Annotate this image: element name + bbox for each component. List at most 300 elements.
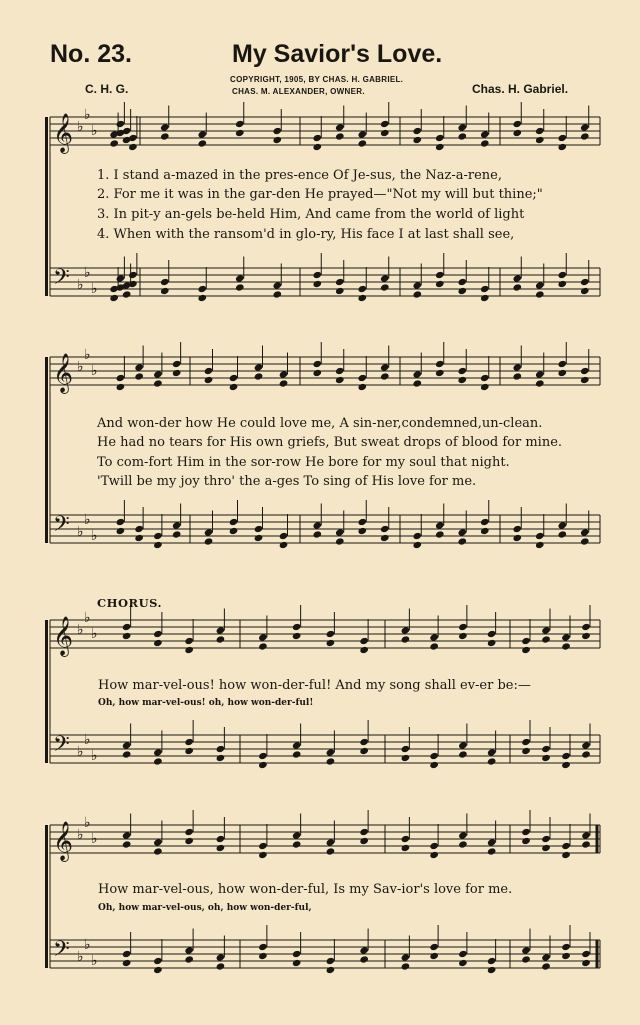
note-head (429, 752, 439, 760)
note-head (581, 623, 591, 631)
note-head (457, 287, 467, 295)
note-head (401, 635, 411, 643)
note-head (457, 132, 467, 140)
verse-3-line-1: 3. In pit-y an-gels be-held Him, And came from the world of light (97, 207, 525, 222)
note-head (512, 283, 522, 291)
note-head (458, 632, 468, 640)
note-head (254, 525, 264, 533)
note-head (380, 283, 390, 291)
note-head (128, 143, 138, 151)
note-head (122, 959, 132, 967)
note-head (335, 287, 345, 295)
note-head (480, 139, 490, 147)
note-head (435, 134, 445, 142)
note-head (412, 541, 422, 549)
note-head (197, 130, 207, 138)
note-head (292, 623, 302, 631)
note-head (457, 278, 467, 286)
note-head (512, 120, 522, 128)
note-head (235, 283, 245, 291)
note-head (335, 278, 345, 286)
bass-clef-icon: 𝄢 (53, 265, 70, 295)
note-head (312, 280, 322, 288)
note-head (184, 955, 194, 963)
note-head (429, 633, 439, 641)
flat-icon: ♭ (77, 827, 84, 843)
chorus-line-1: How mar-vel-ous! how won-der-ful! And my song shall ev-er be:— (98, 678, 531, 693)
note-head (458, 831, 468, 839)
note-head (541, 962, 551, 970)
note-head (401, 626, 411, 634)
note-head (109, 139, 119, 147)
note-head (184, 646, 194, 654)
note-head (122, 840, 132, 848)
note-head (312, 271, 322, 279)
note-head (128, 271, 138, 279)
note-head (412, 281, 422, 289)
note-head (279, 541, 289, 549)
flat-icon: ♭ (77, 524, 84, 540)
note-head (153, 370, 163, 378)
verse-4-line-1: 4. When with the ransom'd in glo-ry, His face I at last shall see, (97, 227, 515, 242)
flat-icon: ♭ (91, 123, 98, 139)
note-head (429, 943, 439, 951)
note-head (357, 294, 367, 302)
note-head (359, 837, 369, 845)
flat-icon: ♭ (84, 347, 91, 363)
note-head (134, 525, 144, 533)
flat-icon: ♭ (91, 528, 98, 544)
note-head (561, 851, 571, 859)
note-head (557, 134, 567, 142)
note-head (292, 959, 302, 967)
note-head (380, 129, 390, 137)
copyright-line-2: CHAS. M. ALEXANDER, OWNER. (232, 87, 365, 96)
note-head (457, 528, 467, 536)
note-head (580, 528, 590, 536)
bass-clef-icon: 𝄢 (53, 937, 70, 967)
note-head (235, 129, 245, 137)
note-head (561, 842, 571, 850)
note-head (153, 757, 163, 765)
note-head (541, 754, 551, 762)
chorus-line-2: How mar-vel-ous, how won-der-ful, Is my Sav-ior's love for me. (98, 882, 513, 897)
note-head (581, 831, 591, 839)
note-head (435, 521, 445, 529)
note-head (272, 281, 282, 289)
note-head (172, 369, 182, 377)
note-head (122, 741, 132, 749)
flat-icon: ♭ (77, 119, 84, 135)
note-head (480, 374, 490, 382)
note-head (153, 630, 163, 638)
note-head (326, 757, 336, 765)
note-head (541, 844, 551, 852)
note-head (357, 527, 367, 535)
note-head (359, 828, 369, 836)
note-head (272, 136, 282, 144)
note-head (357, 374, 367, 382)
note-head (122, 632, 132, 640)
note-head (535, 370, 545, 378)
note-head (512, 525, 522, 533)
note-head (412, 532, 422, 540)
note-head (521, 747, 531, 755)
note-head (279, 532, 289, 540)
note-head (435, 271, 445, 279)
note-head (335, 537, 345, 545)
note-head (153, 957, 163, 965)
flat-icon: ♭ (77, 622, 84, 638)
note-head (357, 130, 367, 138)
note-head (292, 950, 302, 958)
note-head (480, 130, 490, 138)
note-head (116, 383, 126, 391)
note-head (561, 633, 571, 641)
verse-1-line-1: 1. I stand a-mazed in the pres-ence Of Je-sus, the Naz-a-rene, (97, 168, 502, 183)
note-head (380, 534, 390, 542)
chorus-echo-line-2: Oh, how mar-vel-ous, oh, how won-der-ful, (98, 903, 312, 913)
note-head (557, 369, 567, 377)
note-head (359, 955, 369, 963)
note-head (380, 525, 390, 533)
verse-1-line-2: And won-der how He could love me, A sin-ner,condemned,un-clean. (97, 416, 543, 431)
note-head (116, 518, 126, 526)
note-head (480, 527, 490, 535)
flat-icon: ♭ (77, 277, 84, 293)
note-head (521, 837, 531, 845)
note-head (134, 363, 144, 371)
note-head (216, 953, 226, 961)
note-head (216, 962, 226, 970)
note-head (216, 635, 226, 643)
note-head (561, 952, 571, 960)
verse-4-line-2: 'Twill be my joy thro' the a-ges To sing of His love for me. (97, 474, 477, 489)
note-head (487, 757, 497, 765)
note-head (204, 367, 214, 375)
note-head (541, 835, 551, 843)
note-head (153, 838, 163, 846)
system-brace (45, 825, 48, 968)
note-head (258, 761, 268, 769)
note-head (487, 748, 497, 756)
note-head (292, 840, 302, 848)
note-head (580, 376, 590, 384)
note-head (580, 123, 590, 131)
note-head (561, 642, 571, 650)
flat-icon: ♭ (84, 732, 91, 748)
note-head (197, 139, 207, 147)
treble-clef-icon: 𝄞 (53, 113, 74, 153)
note-head (435, 143, 445, 151)
note-head (312, 134, 322, 142)
note-head (357, 518, 367, 526)
note-head (561, 752, 571, 760)
note-head (380, 372, 390, 380)
note-head (581, 840, 591, 848)
hymn-title: My Savior's Love. (232, 40, 443, 68)
note-head (521, 946, 531, 954)
note-head (487, 966, 497, 974)
note-head (401, 953, 411, 961)
note-head (557, 271, 567, 279)
note-head (487, 639, 497, 647)
flat-icon: ♭ (77, 359, 84, 375)
note-head (279, 370, 289, 378)
note-head (535, 281, 545, 289)
note-head (216, 626, 226, 634)
note-head (258, 752, 268, 760)
note-head (512, 129, 522, 137)
note-head (357, 285, 367, 293)
note-head (512, 372, 522, 380)
note-head (581, 632, 591, 640)
note-head (160, 132, 170, 140)
note-head (557, 530, 567, 538)
note-head (541, 745, 551, 753)
note-head (326, 966, 336, 974)
note-head (235, 274, 245, 282)
note-head (557, 521, 567, 529)
note-head (116, 374, 126, 382)
note-head (216, 844, 226, 852)
flat-icon: ♭ (91, 953, 98, 969)
note-head (401, 745, 411, 753)
flat-icon: ♭ (84, 512, 91, 528)
note-head (172, 360, 182, 368)
note-head (535, 127, 545, 135)
note-head (357, 383, 367, 391)
note-head (487, 630, 497, 638)
note-head (512, 534, 522, 542)
note-head (229, 383, 239, 391)
note-head (412, 136, 422, 144)
note-head (457, 367, 467, 375)
note-head (160, 287, 170, 295)
note-head (204, 528, 214, 536)
treble-clef-icon: 𝄞 (53, 821, 74, 861)
note-head (581, 741, 591, 749)
note-head (480, 518, 490, 526)
note-head (557, 360, 567, 368)
system-brace (45, 357, 48, 543)
note-head (184, 637, 194, 645)
hymn-number: No. 23. (50, 40, 132, 68)
note-head (359, 646, 369, 654)
note-head (272, 127, 282, 135)
copyright-line-1: COPYRIGHT, 1905, BY CHAS. H. GABRIEL. (230, 75, 404, 84)
note-head (458, 623, 468, 631)
note-head (541, 953, 551, 961)
note-head (580, 537, 590, 545)
note-head (457, 537, 467, 545)
flat-icon: ♭ (84, 107, 91, 123)
flat-icon: ♭ (84, 610, 91, 626)
note-head (235, 120, 245, 128)
note-head (153, 847, 163, 855)
note-head (216, 835, 226, 843)
bass-clef-icon: 𝄢 (53, 732, 70, 762)
verse-3-line-2: To com-fort Him in the sor-row He bore for my soul that night. (97, 455, 510, 470)
note-head (380, 274, 390, 282)
note-head (357, 139, 367, 147)
note-head (134, 372, 144, 380)
note-head (401, 962, 411, 970)
note-head (326, 838, 336, 846)
note-head (359, 738, 369, 746)
note-head (258, 851, 268, 859)
note-head (457, 123, 467, 131)
bass-clef-icon: 𝄢 (53, 512, 70, 542)
note-head (435, 360, 445, 368)
note-head (172, 530, 182, 538)
note-head (204, 376, 214, 384)
note-head (153, 639, 163, 647)
note-head (312, 369, 322, 377)
note-head (122, 750, 132, 758)
note-head (292, 831, 302, 839)
note-head (312, 360, 322, 368)
note-head (435, 530, 445, 538)
note-head (487, 838, 497, 846)
note-head (109, 294, 119, 302)
note-head (153, 541, 163, 549)
note-head (541, 635, 551, 643)
note-head (153, 966, 163, 974)
flat-icon: ♭ (77, 744, 84, 760)
note-head (312, 530, 322, 538)
flat-icon: ♭ (91, 363, 98, 379)
note-head (535, 532, 545, 540)
note-head (312, 143, 322, 151)
flat-icon: ♭ (91, 626, 98, 642)
treble-clef-icon: 𝄞 (53, 616, 74, 656)
note-head (512, 363, 522, 371)
note-head (359, 747, 369, 755)
note-head (153, 748, 163, 756)
note-head (272, 290, 282, 298)
note-head (458, 950, 468, 958)
flat-icon: ♭ (91, 281, 98, 297)
note-head (326, 639, 336, 647)
flat-icon: ♭ (84, 815, 91, 831)
composer-credit: Chas. H. Gabriel. (472, 82, 569, 96)
note-head (429, 851, 439, 859)
flat-icon: ♭ (77, 949, 84, 965)
note-head (480, 383, 490, 391)
note-head (216, 754, 226, 762)
note-head (258, 952, 268, 960)
note-head (229, 527, 239, 535)
note-head (581, 950, 591, 958)
note-head (480, 294, 490, 302)
note-head (258, 633, 268, 641)
note-head (435, 280, 445, 288)
note-head (521, 738, 531, 746)
note-head (160, 123, 170, 131)
note-head (335, 367, 345, 375)
note-head (184, 828, 194, 836)
note-head (429, 761, 439, 769)
note-head (116, 274, 126, 282)
note-head (292, 632, 302, 640)
note-head (401, 754, 411, 762)
note-head (312, 521, 322, 529)
note-head (580, 367, 590, 375)
note-head (521, 828, 531, 836)
note-head (326, 748, 336, 756)
note-head (429, 842, 439, 850)
note-head (401, 844, 411, 852)
system-brace (45, 117, 48, 296)
note-head (580, 287, 590, 295)
note-head (254, 372, 264, 380)
note-head (521, 637, 531, 645)
note-head (380, 120, 390, 128)
note-head (429, 642, 439, 650)
note-head (254, 534, 264, 542)
note-head (401, 835, 411, 843)
note-head (359, 946, 369, 954)
note-head (116, 120, 126, 128)
note-head (122, 623, 132, 631)
note-head (254, 363, 264, 371)
note-head (512, 274, 522, 282)
note-head (458, 959, 468, 967)
note-head (561, 761, 571, 769)
note-head (258, 642, 268, 650)
note-head (561, 943, 571, 951)
system-brace (45, 620, 48, 763)
note-head (580, 132, 590, 140)
note-head (122, 290, 132, 298)
note-head (184, 738, 194, 746)
note-head (335, 528, 345, 536)
note-head (521, 646, 531, 654)
note-head (521, 955, 531, 963)
note-head (359, 637, 369, 645)
note-head (160, 278, 170, 286)
note-head (487, 957, 497, 965)
note-head (580, 278, 590, 286)
note-head (197, 294, 207, 302)
note-head (184, 747, 194, 755)
note-head (292, 741, 302, 749)
note-head (458, 750, 468, 758)
flat-icon: ♭ (91, 748, 98, 764)
note-head (412, 379, 422, 387)
note-head (429, 952, 439, 960)
note-head (412, 127, 422, 135)
flat-icon: ♭ (91, 831, 98, 847)
note-head (457, 376, 467, 384)
note-head (541, 626, 551, 634)
note-head (229, 374, 239, 382)
note-head (380, 363, 390, 371)
note-head (153, 379, 163, 387)
flat-icon: ♭ (84, 265, 91, 281)
note-head (258, 842, 268, 850)
note-head (116, 527, 126, 535)
note-head (487, 847, 497, 855)
note-head (535, 290, 545, 298)
note-head (335, 132, 345, 140)
note-head (458, 741, 468, 749)
note-head (197, 285, 207, 293)
note-head (134, 534, 144, 542)
note-head (258, 943, 268, 951)
note-head (326, 957, 336, 965)
